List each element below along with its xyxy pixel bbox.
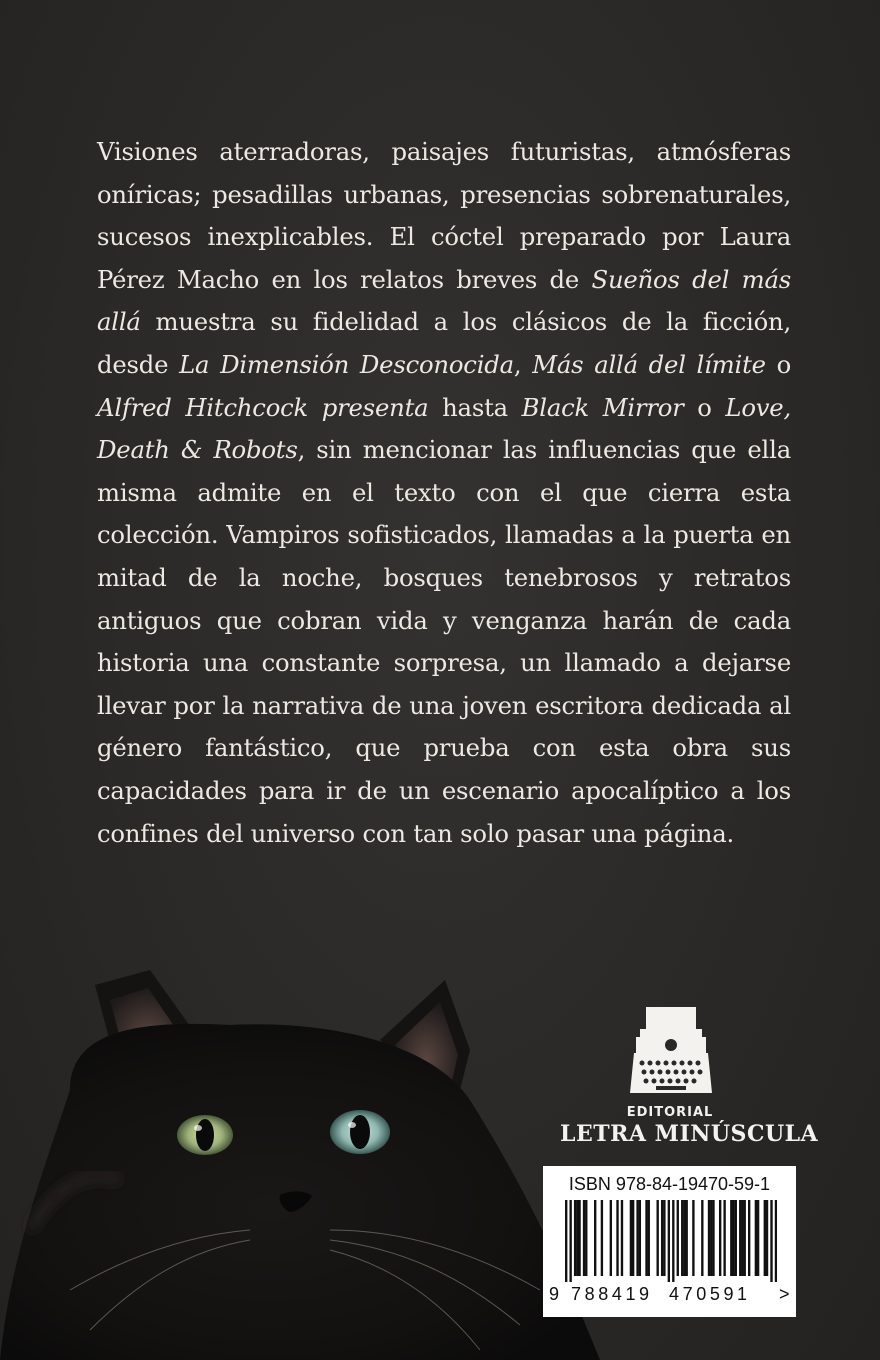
barcode-bar [574, 1200, 576, 1276]
barcode-bar [601, 1200, 603, 1276]
barcode-bar [692, 1200, 694, 1276]
barcode-bar [585, 1200, 587, 1276]
barcode-bar [594, 1200, 596, 1276]
barcode-bar [719, 1200, 721, 1276]
isbn-barcode [543, 1166, 796, 1317]
barcode-bar [636, 1200, 638, 1276]
barcode-bar [735, 1200, 737, 1276]
barcode-bar [770, 1200, 772, 1282]
barcode-bar [683, 1200, 685, 1276]
barcode-bar [668, 1200, 670, 1282]
barcode-bar [741, 1200, 743, 1276]
barcode-digit-lead: 9 [549, 1284, 560, 1304]
publisher-label: EDITORIAL [626, 1105, 714, 1120]
barcode-bar [639, 1200, 641, 1276]
barcode-bar [656, 1200, 658, 1276]
barcode-bar [744, 1200, 746, 1276]
title-love-death: Love, Death & Robots [97, 392, 791, 465]
barcode-bar [748, 1200, 750, 1276]
barcode-bars [565, 1200, 777, 1282]
barcode-bar [723, 1200, 725, 1276]
barcode-bar [739, 1200, 741, 1276]
barcode-bar [755, 1200, 757, 1276]
barcode-bar [565, 1200, 567, 1282]
barcode-bar [610, 1200, 612, 1276]
cat-illustration [0, 930, 600, 1360]
barcode-bar [732, 1200, 734, 1276]
barcode-bar [712, 1200, 714, 1276]
barcode-bar [630, 1200, 632, 1276]
cat-icon [0, 930, 600, 1360]
barcode-bar [672, 1200, 674, 1282]
title-dimension: La Dimensión Desconocida [179, 349, 514, 379]
barcode-digit-group-1: 788419 [571, 1284, 653, 1304]
barcode-bar [681, 1200, 683, 1276]
typewriter-icon [630, 1005, 712, 1097]
title-black-mirror: Black Mirror [521, 392, 684, 422]
barcode-bar [576, 1200, 578, 1276]
barcode-bar [583, 1200, 585, 1276]
barcode-bar [661, 1200, 663, 1276]
title-mas-alla: Más allá del límite [532, 349, 766, 379]
barcode-bar [645, 1200, 647, 1276]
barcode-bar [569, 1200, 571, 1282]
barcode-digit-group-2: 470591 [669, 1284, 751, 1304]
publisher-logo [560, 1005, 819, 1155]
publisher-name: LETRA MINÚSCULA [560, 1121, 819, 1147]
barcode-digit-arrow: > [779, 1284, 790, 1304]
barcode-bar [578, 1200, 580, 1276]
barcode-bar [663, 1200, 665, 1276]
barcode-bar [648, 1200, 650, 1276]
barcode-bar [616, 1200, 618, 1276]
title-hitchcock: Alfred Hitchcock presenta [97, 392, 429, 422]
barcode-bar [621, 1200, 623, 1276]
barcode-bar [701, 1200, 703, 1276]
blurb-text [97, 131, 791, 855]
barcode-bar [764, 1200, 766, 1276]
barcode-bar [775, 1200, 777, 1282]
barcode-bar [730, 1200, 732, 1276]
isbn-number: ISBN 978-84-19470-59-1 [568, 1174, 771, 1194]
barcode-bar [632, 1200, 634, 1276]
barcode-bar [677, 1200, 679, 1276]
title-suenos: Sueños del más allá [97, 264, 791, 337]
barcode-bar [710, 1200, 712, 1276]
barcode-bar [766, 1200, 768, 1276]
blurb-paragraph: Visiones aterradoras, paisajes futuristas, atmósferas oníricas; pesadillas urbanas, presencias sobrenaturales, sucesos inexplicables. El cóctel preparado por Laura Pérez Macho en los relatos breves de Sueños del más allá muestra su fidelidad a los clásicos de la ficción, desde La Dimensión Desconocida, Más allá del límite o Alfred Hitchcock presenta hasta Black Mirror o Love, Death & Robots, sin mencionar las influencias que ella misma admite en el texto con el que cierra esta colección. Vampiros sofisticados, llamadas a la puerta en mitad de la noche, bosques tenebrosos y retratos antiguos que cobran vida y venganza harán de cada historia una constante sorpresa, un llamado a dejarse llevar por la narrativa de una joven escritora dedicada al género fantástico, que prueba con esta obra sus capacidades para ir de un escenario apocalíptico a los confines del universo con tan solo pasar una página. [97, 137, 792, 848]
barcode-bar [708, 1200, 710, 1276]
barcode-bar [686, 1200, 688, 1276]
barcode-bar [757, 1200, 759, 1276]
